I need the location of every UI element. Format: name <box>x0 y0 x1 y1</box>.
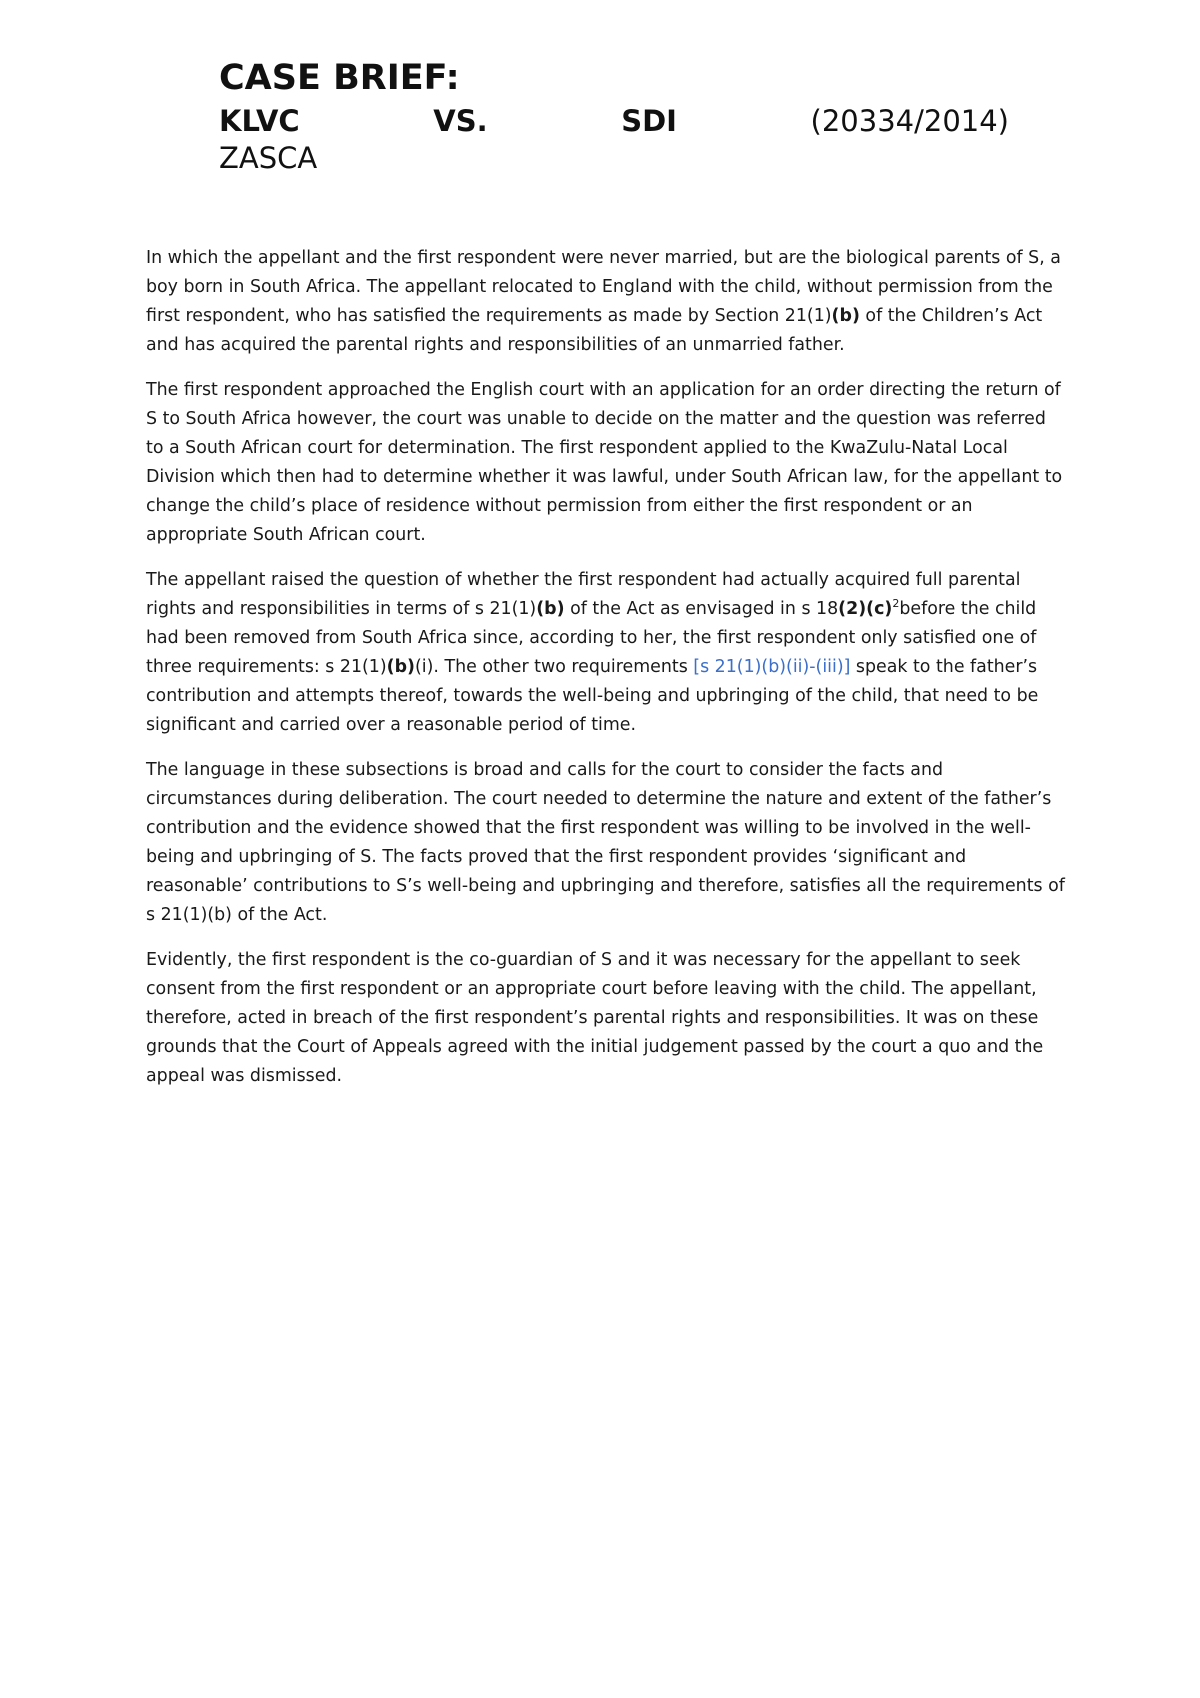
versus-label: VS. <box>433 104 488 138</box>
title-heading: CASE BRIEF: <box>219 58 460 98</box>
paragraph-conclusion: Evidently, the first respondent is the co-guardian of S and it was necessary for the appellant to seek consent from the first respondent or an appropriate court before leaving with the child. The appellant, therefore, acted in breach of the first respondent’s parental rights and responsibilities. It was on these grounds that the Court of Appeals agreed with the initial judgement passed by the court a quo and the appeal was dismissed. <box>146 950 1044 1086</box>
paragraph-facts: In which the appellant and the first respondent were never married, but are the biological parents of S, a boy born in South Africa. The appellant relocated to England with the child, without permission from the first respondent, who has satisfied the requirements as made by Section 21(1)(b) of the Children’s Act and has acquired the parental rights and responsibilities of an unmarried father. <box>146 248 1061 355</box>
paragraph-issue: The appellant raised the question of whether the first respondent had actually acquired full parental rights and responsibilities in terms of s 21(1)(b) of the Act as envisaged in s $18(2)(c)^2before$ the child had been removed from South Africa since, according to her, the first respondent only satisfied one of three requirements: s 21(1)(b)(i). The other two requirements [s 21(1)(b)(ii)-(iii)] speak to the father’s contribution and attempts thereof, towards the well-being and upbringing of the child, that need to be significant and carried over a reasonable period of time. <box>146 570 1039 735</box>
case-body <box>146 244 1066 1107</box>
party-respondent: SDI <box>621 104 677 138</box>
party-appellant: KLVC <box>219 104 300 138</box>
title-parties <box>219 102 1009 140</box>
paragraph-analysis: The language in these subsections is broad and calls for the court to consider the facts and circumstances during deliberation. The court needed to determine the nature and extent of the father’s contribution and the evidence showed that the first respondent was willing to be involved in the well-being and upbringing of S. The facts proved that the first respondent provides ‘significant and reasonable’ contributions to S’s well-being and upbringing and therefore, satisfies all the requirements of s 21(1)(b) of the Act. <box>146 760 1065 925</box>
court-name: ZASCA <box>219 141 318 175</box>
section-reference-link[interactable]: [s 21(1)(b)(ii)-(iii)] <box>693 657 851 677</box>
case-title <box>219 56 1009 176</box>
case-number: (20334/2014) <box>810 104 1009 138</box>
paragraph-procedure: The first respondent approached the English court with an application for an order directing the return of S to South Africa however, the court was unable to decide on the matter and the question was referred to a South African court for determination. The first respondent applied to the KwaZulu-Natal Local Division which then had to determine whether it was lawful, under South African law, for the appellant to change the child’s place of residence without permission from either the first respondent or an appropriate South African court. <box>146 380 1063 545</box>
footnote-marker[interactable]: 2 <box>892 597 900 611</box>
